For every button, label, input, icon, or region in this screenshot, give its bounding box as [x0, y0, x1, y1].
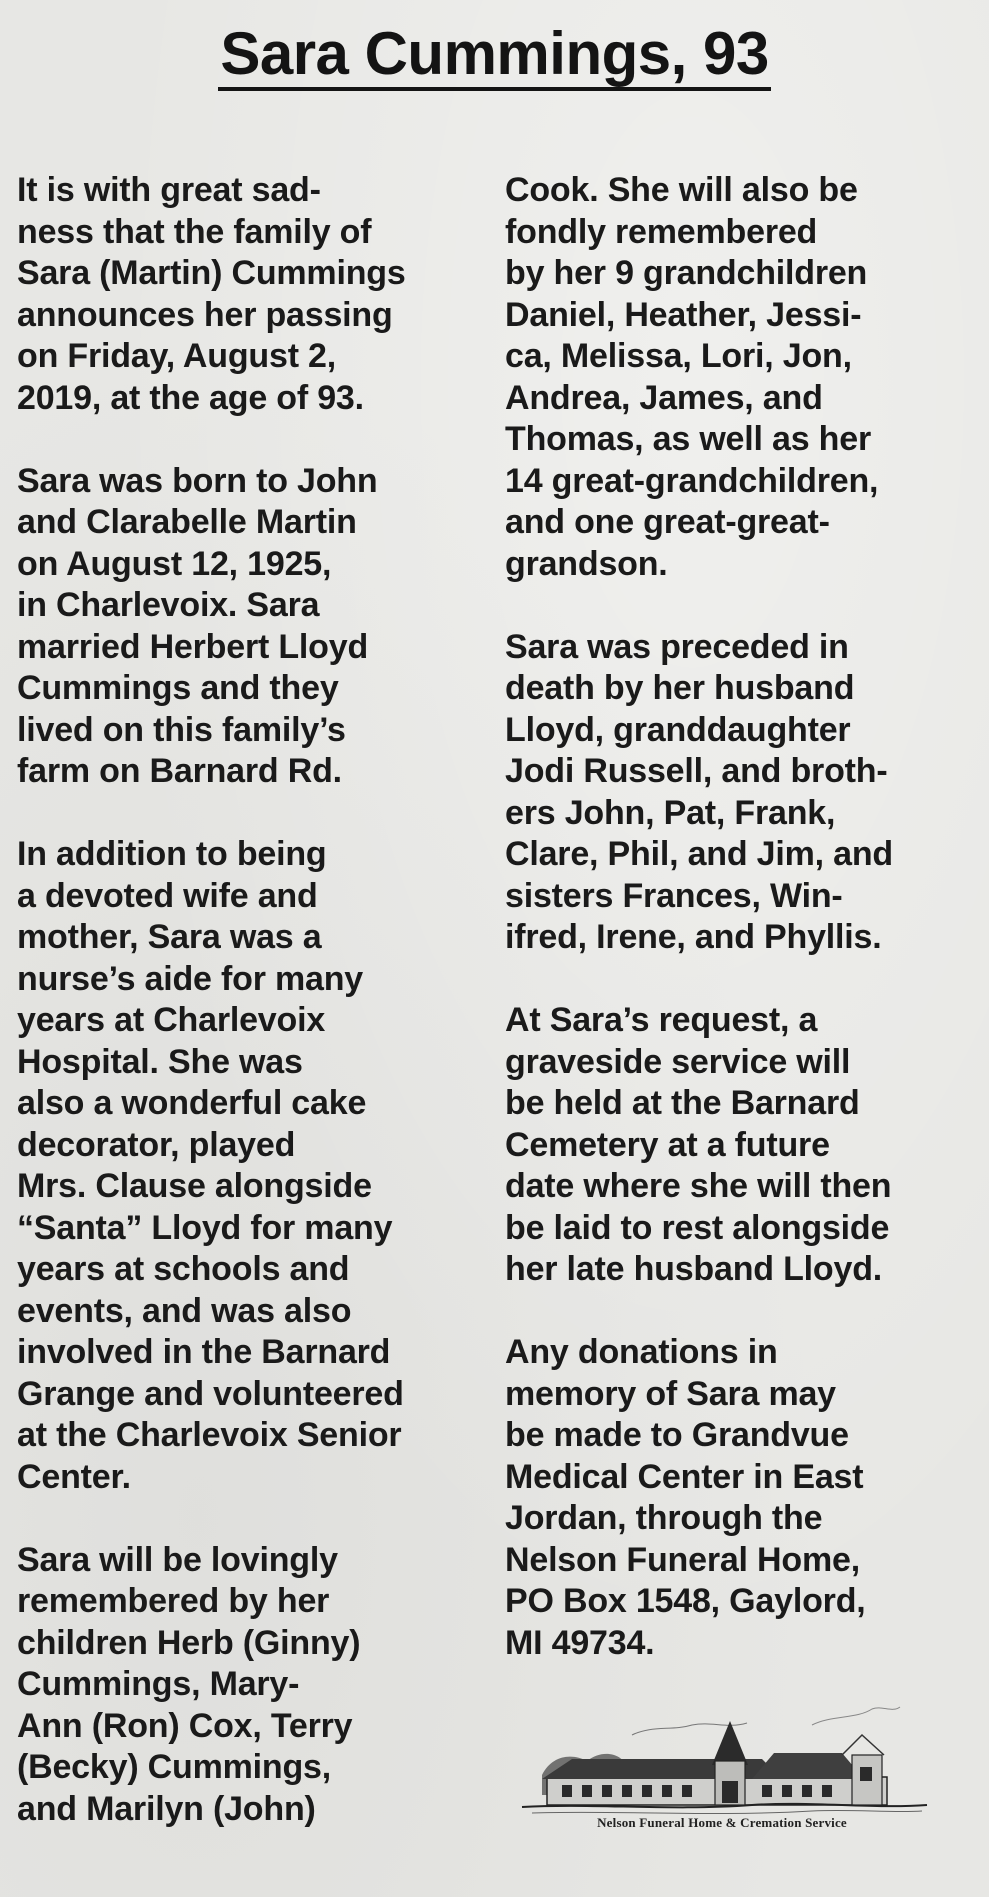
text-line: Any donations in	[505, 1333, 778, 1371]
text-line: “Santa” Lloyd for many	[17, 1208, 393, 1247]
text-line: memory of Sara may	[505, 1374, 836, 1413]
funeral-home-building-icon	[512, 1695, 932, 1835]
text-line: Medical Center in East	[505, 1457, 864, 1496]
right-column	[505, 170, 965, 1706]
text-line: Lloyd, granddaughter	[505, 710, 851, 749]
text-line: farm on Barnard Rd.	[17, 752, 342, 790]
left-column-paragraph	[17, 834, 477, 1498]
text-line: (Becky) Cummings,	[17, 1748, 332, 1786]
text-line: be held at the Barnard	[505, 1084, 860, 1122]
text-line: In addition to being	[17, 835, 327, 873]
text-line: sisters Frances, Win-	[505, 876, 843, 915]
text-line: in Charlevoix. Sara	[17, 586, 320, 624]
text-line: on Friday, August 2,	[17, 337, 337, 375]
text-line: Cummings, Mary-	[17, 1665, 300, 1703]
text-line: ifred, Irene, and Phyllis.	[505, 918, 882, 956]
left-column-paragraph	[17, 1540, 477, 1831]
text-line: be made to Grandvue	[505, 1416, 849, 1454]
right-column-paragraph	[505, 1332, 965, 1664]
left-column-paragraph	[17, 170, 477, 419]
text-line: grandson.	[505, 544, 668, 583]
text-line: children Herb (Ginny)	[17, 1623, 361, 1662]
text-line: death by her husband	[505, 669, 855, 707]
text-line: Cemetery at a future	[505, 1125, 830, 1164]
right-column-paragraph	[505, 170, 965, 585]
text-line: Jordan, through the	[505, 1499, 823, 1537]
text-line: Jodi Russell, and broth-	[505, 752, 888, 790]
text-line: at the Charlevoix Senior	[17, 1416, 402, 1454]
text-line: decorator, played	[17, 1125, 296, 1164]
text-line: remembered by her	[17, 1582, 330, 1620]
left-column-paragraph	[17, 461, 477, 793]
right-column-paragraph	[505, 1000, 965, 1291]
obituary-title	[0, 14, 989, 94]
right-column-paragraph	[505, 627, 965, 959]
text-line: PO Box 1548, Gaylord,	[505, 1582, 866, 1620]
text-line: ers John, Pat, Frank,	[505, 793, 836, 832]
text-line: Sara will be lovingly	[17, 1540, 338, 1579]
text-line: her late husband Lloyd.	[505, 1250, 883, 1288]
obituary-title-text: Sara Cummings, 93	[218, 20, 770, 91]
text-line: also a wonderful cake	[17, 1084, 367, 1122]
text-line: involved in the Barnard	[17, 1333, 391, 1371]
text-line: Andrea, James, and	[505, 378, 823, 417]
text-line: a devoted wife and	[17, 876, 318, 915]
text-line: date where she will then	[505, 1167, 892, 1205]
text-line: mother, Sara was a	[17, 918, 322, 956]
text-line: It is with great sad-	[17, 171, 321, 209]
text-line: Ann (Ron) Cox, Terry	[17, 1706, 353, 1745]
text-line: Sara (Martin) Cummings	[17, 254, 406, 292]
logo-caption: Nelson Funeral Home & Cremation Service	[597, 1815, 847, 1830]
text-line: Grange and volunteered	[17, 1374, 404, 1413]
text-line: Clare, Phil, and Jim, and	[505, 835, 893, 873]
text-line: ness that the family of	[17, 212, 372, 251]
left-column	[17, 170, 477, 1872]
text-line: Hospital. She was	[17, 1042, 303, 1081]
text-line: At Sara’s request, a	[505, 1001, 818, 1039]
text-line: Nelson Funeral Home,	[505, 1540, 860, 1579]
text-line: Thomas, as well as her	[505, 420, 871, 458]
text-line: 14 great-grandchildren,	[505, 461, 879, 500]
text-line: MI 49734.	[505, 1623, 655, 1662]
text-line: lived on this family’s	[17, 710, 346, 749]
text-line: graveside service will	[505, 1042, 851, 1081]
text-line: and Marilyn (John)	[17, 1789, 316, 1828]
text-line: Cummings and they	[17, 669, 339, 707]
text-line: ca, Melissa, Lori, Jon,	[505, 337, 852, 375]
text-line: on August 12, 1925,	[17, 544, 332, 583]
text-line: married Herbert Lloyd	[17, 627, 369, 666]
text-line: and Clarabelle Martin	[17, 503, 357, 541]
text-line: Cook. She will also be	[505, 171, 858, 209]
text-line: years at schools and	[17, 1250, 350, 1288]
text-line: events, and was also	[17, 1291, 352, 1330]
text-line: Sara was born to John	[17, 461, 378, 500]
text-line: Sara was preceded in	[505, 627, 849, 666]
text-line: and one great-great-	[505, 503, 830, 541]
text-line: Center.	[17, 1457, 131, 1496]
text-line: 2019, at the age of 93.	[17, 378, 364, 417]
text-line: nurse’s aide for many	[17, 959, 363, 998]
text-line: years at Charlevoix	[17, 1001, 326, 1039]
text-line: be laid to rest alongside	[505, 1208, 890, 1247]
text-line: fondly remembered	[505, 212, 818, 251]
text-line: by her 9 grandchildren	[505, 254, 868, 292]
text-line: Mrs. Clause alongside	[17, 1167, 372, 1205]
text-line: announces her passing	[17, 295, 393, 334]
text-line: Daniel, Heather, Jessi-	[505, 295, 862, 334]
